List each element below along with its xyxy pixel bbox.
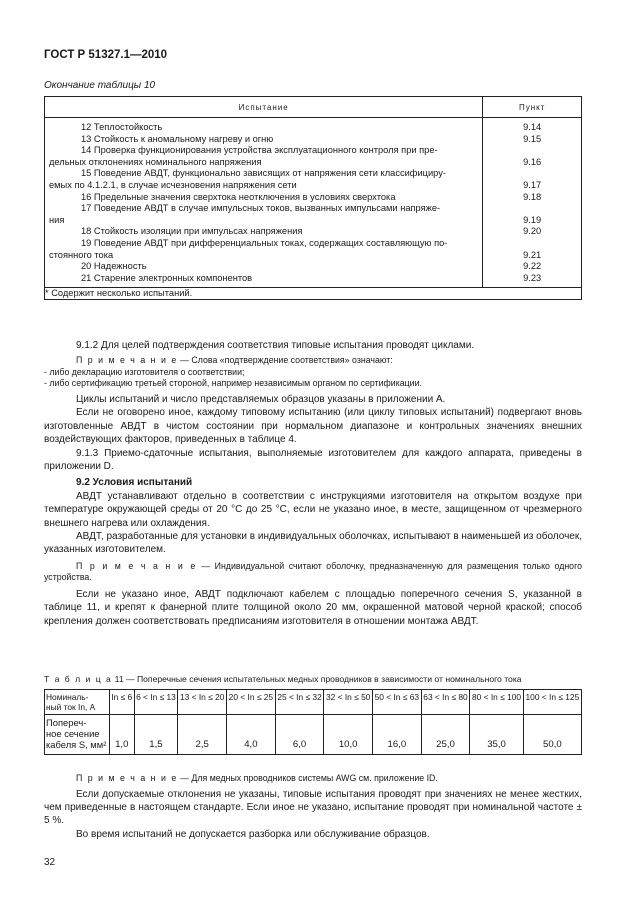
table10-caption: Окончание таблицы 10 — [44, 80, 156, 91]
range-cell: In ≤ 6 — [110, 690, 135, 715]
table-row: 20 Надежность — [81, 261, 147, 272]
table-row-cont: дельных отклонениях номинального напряжения — [49, 156, 262, 167]
standard-header: ГОСТ Р 51327.1—2010 — [44, 49, 168, 61]
note-3 — [44, 773, 582, 785]
clause-number: 9.15 — [523, 133, 542, 144]
rated-current-header: Номиналь- ный ток In, А — [45, 690, 110, 715]
note-label: П р и м е ч а н и е — [76, 773, 178, 783]
paragraph-if-not: Если не оговорено иное, каждому типовому испытанию (или циклу типовых испытаний) подвергают вновь изготовленные АВДТ в чистом состоянии при нормальном диапазоне и контрольных значениях внешних воздействующих факторов, приведенных в таблице 4. — [44, 407, 582, 446]
table-row-cont: емых по 4.1.2.1, в случае исчезновения напряжения сети — [49, 179, 297, 190]
table-row: 18 Стойкость изоляции при импульсах напряжения — [81, 226, 303, 237]
value-cell: 2,5 — [178, 715, 227, 755]
value-cell: 35,0 — [470, 715, 523, 755]
value-cell: 1,0 — [110, 715, 135, 755]
note-label: П р и м е ч а н и е — [76, 560, 197, 571]
clause-number: 9.17 — [523, 179, 542, 190]
clause-number: 9.16 — [523, 156, 542, 167]
note-text: — Слова «подтверждение соответствия» означают: — [177, 355, 393, 366]
value-cell: 1,5 — [134, 715, 178, 755]
table10-tests-cell — [45, 118, 483, 288]
paragraph-cable: Если не указано иное, АВДТ подключают кабелем с площадью поперечного сечения S, указанной в таблице 11, и крепят к фанерной плите толщиной около 20 мм, окрашенной матовой черной краской; способ крепления должен соответствовать предписаниям изготовителя в отношении монтажа АВДТ. — [44, 588, 582, 627]
note-1 — [44, 355, 582, 367]
table10-header-clause: Пункт — [483, 97, 582, 118]
table10-footnote: * Содержит несколько испытаний. — [45, 288, 582, 300]
heading-9-2: 9.2 Условия испытаний — [76, 477, 193, 489]
table-row: 13 Стойкость к аномальному нагреву и огню — [81, 133, 274, 144]
table-row: 15 Поведение АВДТ, функционально зависящих от напряжения сети классифициру- — [81, 168, 446, 179]
table11-title: 11 — Поперечные сечения испытательных медных проводников в зависимости от номинального тока — [112, 674, 522, 684]
range-cell: 13 < In ≤ 20 — [178, 690, 227, 715]
paragraph-tolerances: Если допускаемые отклонения не указаны, типовые испытания проводят при значениях не менее жестких, чем приведенные в настоящем стандарте. Если иное не указано, испытание проводят при номинальной частоте ± 5 %. — [44, 788, 582, 827]
table11-caption — [44, 674, 522, 684]
note-2 — [44, 561, 582, 584]
note-1-item-b: - либо сертификацию третьей стороной, например независимым органом по сертификации. — [44, 378, 422, 389]
paragraph-9-1-3: 9.1.3 Приемо-сдаточные испытания, выполняемые изготовителем для каждого аппарата, приведены в приложении D. — [44, 447, 582, 472]
value-cell: 6,0 — [275, 715, 324, 755]
paragraph-cycles: Циклы испытаний и число представляемых образцов указаны в приложении А. — [76, 393, 446, 405]
section-text-block — [44, 339, 582, 628]
cable-section-header: Попереч- ное сечение кабеля S, мм² — [45, 715, 110, 755]
range-cell: 6 < In ≤ 13 — [134, 690, 178, 715]
range-cell: 63 < In ≤ 80 — [421, 690, 470, 715]
table10-header-test: Испытание — [45, 97, 483, 118]
note-text: — Для медных проводников системы AWG см. приложение ID. — [177, 773, 438, 783]
clause-number: 9.23 — [523, 272, 542, 283]
range-cell: 50 < In ≤ 63 — [373, 690, 422, 715]
range-cell: 100 < In ≤ 125 — [523, 690, 581, 715]
clause-number: 9.21 — [523, 249, 542, 260]
section-text-block-2 — [44, 773, 582, 841]
note-text: — Индивидуальной считают оболочку, предназначенную для размещения только одного устройства. — [44, 560, 582, 583]
paragraph-install: АВДТ устанавливают отдельно в соответствии с инструкциями изготовителя на открытом воздухе при температуре окружающей среды от 20 °С до 25 °С, если не указано иное, в месте, защищенном от чрезмерного внешнего нагрева или охлаждения. — [44, 490, 582, 529]
table-row: 14 Проверка функционирования устройства эксплуатационного контроля при пре- — [81, 145, 438, 156]
page-number: 32 — [44, 857, 56, 868]
clause-number: 9.22 — [523, 261, 542, 272]
note-label: П р и м е ч а н и е — [76, 355, 178, 366]
table11-label: Т а б л и ц а — [44, 674, 113, 684]
value-cell: 16,0 — [373, 715, 422, 755]
table-row: 16 Предельные значения сверхтока неотключения в условиях сверхтока — [81, 191, 396, 202]
table-row-cont: стоянного тока — [49, 249, 114, 260]
table-row-cont: ния — [49, 214, 65, 225]
clause-number: 9.18 — [523, 191, 542, 202]
clause-number: 9.20 — [523, 226, 542, 237]
range-cell: 80 < In ≤ 100 — [470, 690, 523, 715]
table-11 — [44, 689, 582, 755]
range-cell: 25 < In ≤ 32 — [275, 690, 324, 715]
table-row: 12 Теплостойкость — [81, 122, 163, 132]
table-row: 21 Старение электронных компонентов — [81, 272, 253, 283]
value-cell: 50,0 — [523, 715, 581, 755]
value-cell: 25,0 — [421, 715, 470, 755]
note-1-item-a: - либо декларацию изготовителя о соответствии; — [44, 366, 245, 377]
table-row: 17 Поведение АВДТ в случае импульсных токов, вызванных импульсами напряже- — [81, 203, 441, 214]
clause-number: 9.14 — [523, 122, 542, 132]
table10-clauses-cell — [483, 118, 582, 288]
range-cell: 20 < In ≤ 25 — [227, 690, 276, 715]
table-row: 19 Поведение АВДТ при дифференциальных токах, содержащих составляющую по- — [81, 237, 448, 248]
value-cell: 10,0 — [324, 715, 373, 755]
value-cell: 4,0 — [227, 715, 276, 755]
paragraph-during-tests: Во время испытаний не допускается разборка или обслуживание образцов. — [76, 828, 430, 840]
paragraph-enclosures: АВДТ, разработанные для установки в индивидуальных оболочках, испытывают в наименьшей из оболочек, указанных изготовителем. — [44, 530, 582, 556]
paragraph-9-1-2: 9.1.2 Для целей подтверждения соответствия типовые испытания проводят циклами. — [76, 340, 475, 351]
clause-number: 9.19 — [523, 214, 542, 225]
range-cell: 32 < In ≤ 50 — [324, 690, 373, 715]
table-10 — [44, 96, 582, 300]
